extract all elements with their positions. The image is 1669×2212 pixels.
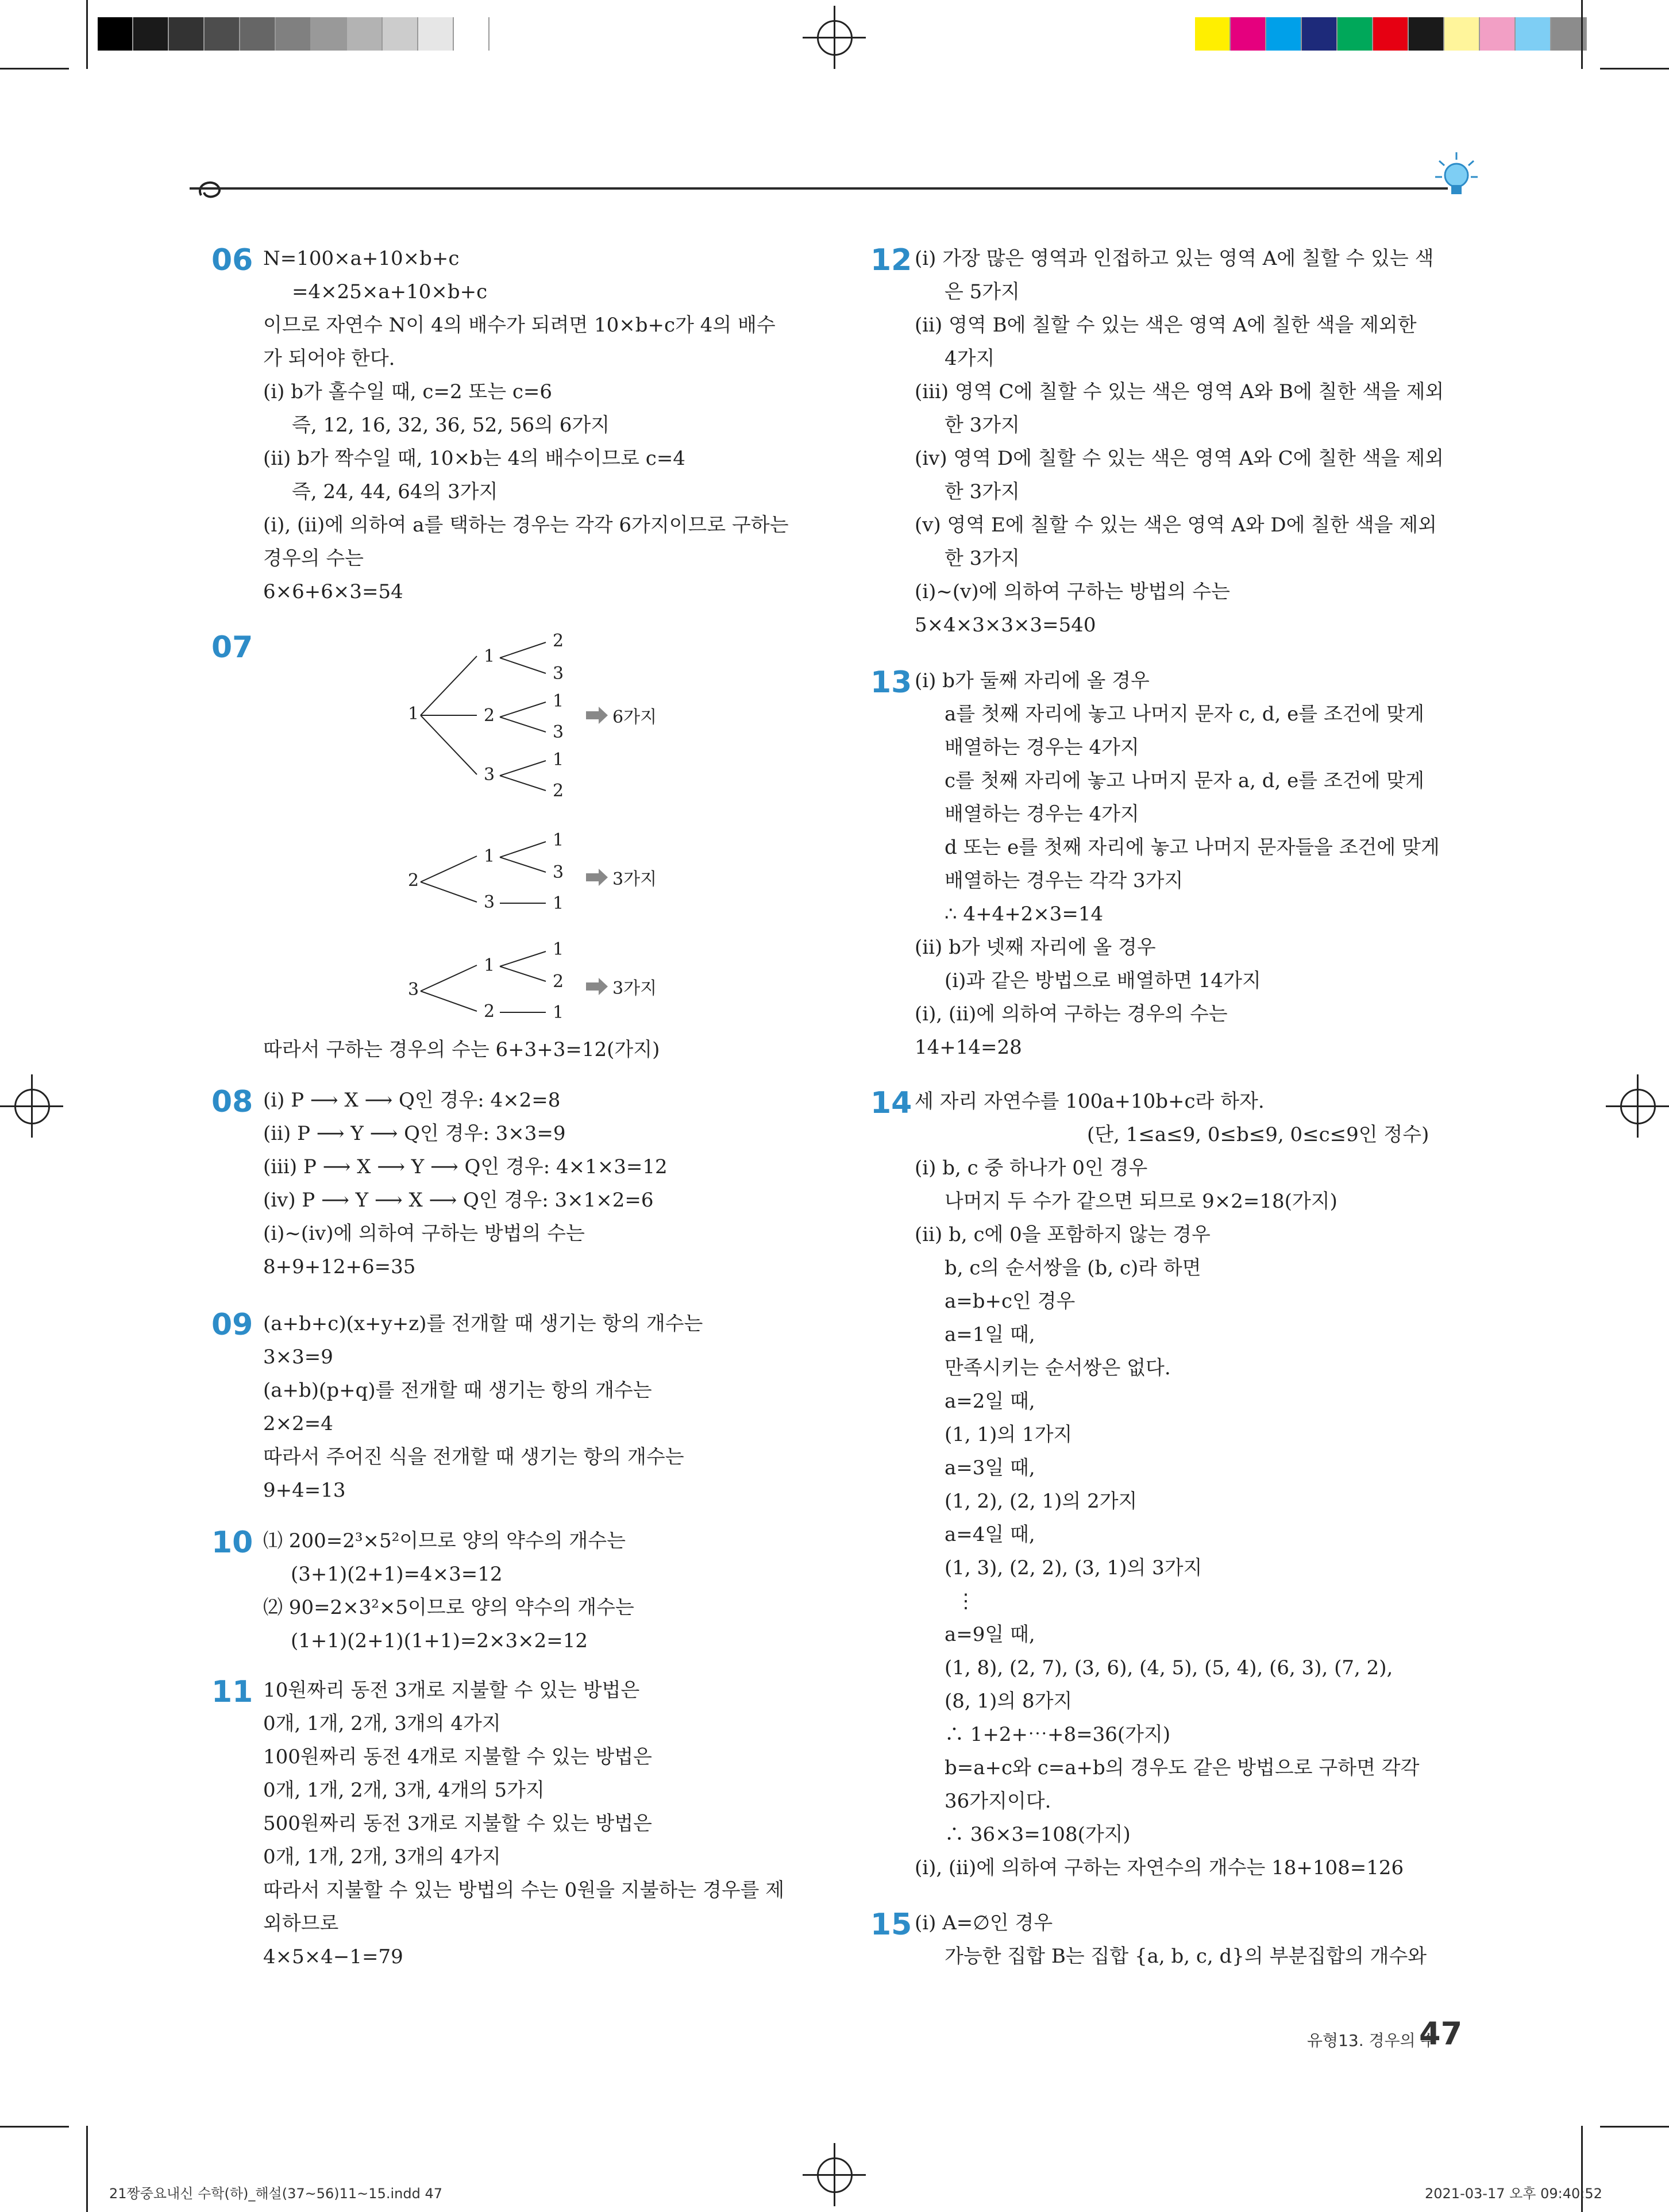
tree-leaf: 3 [553, 722, 564, 742]
color-swatch [311, 17, 347, 51]
solution-line: a=4일 때, [945, 1523, 1035, 1546]
color-swatch [205, 17, 240, 51]
slug-timestamp: 2021-03-17 오후 09:40:52 [1425, 2186, 1602, 2202]
solution-line: 즉, 24, 44, 64의 3가지 [292, 480, 498, 503]
solution-line: (ⅰ) 가장 많은 영역과 인접하고 있는 영역 A에 칠할 수 있는 색 [915, 247, 1434, 270]
solution-line: 즉, 12, 16, 32, 36, 52, 56의 6가지 [292, 414, 610, 437]
tree-node: 1 [484, 646, 495, 666]
tree-diagram [391, 621, 712, 1023]
solution-line: (ⅰ)~(ⅳ)에 의하여 구하는 방법의 수는 [263, 1222, 585, 1245]
tree-node: 3 [484, 765, 495, 785]
crop-mark [1581, 0, 1583, 69]
solution-line: a=b+c인 경우 [945, 1290, 1076, 1313]
solution-line: (8, 1)의 8가지 [945, 1690, 1073, 1713]
tree-node: 1 [484, 846, 495, 866]
solution-line: N=100×a+10×b+c [263, 247, 460, 270]
tree-leaf: 3 [553, 664, 564, 684]
solution-line: b=a+c와 c=a+b의 경우도 같은 방법으로 구하면 각각 [945, 1756, 1420, 1779]
color-swatch [347, 17, 383, 51]
grayscale-color-bar [98, 17, 489, 51]
problem-number: 08 [211, 1085, 253, 1119]
solution-line: 배열하는 경우는 4가지 [945, 803, 1139, 826]
registration-mark-right [1606, 1074, 1669, 1138]
tree-leaf: 2 [553, 631, 564, 651]
crop-mark [86, 2126, 88, 2212]
solution-line: 10원짜리 동전 3개로 지불할 수 있는 방법은 [263, 1679, 640, 1702]
solution-line: 배열하는 경우는 4가지 [945, 736, 1139, 759]
solution-line: 100원짜리 동전 4개로 지불할 수 있는 방법은 [263, 1745, 652, 1768]
solution-line: 한 3가지 [945, 480, 1020, 503]
tree-leaf: 1 [553, 1003, 564, 1023]
problem-number: 12 [870, 243, 912, 278]
solution-line: 8+9+12+6=35 [263, 1255, 416, 1278]
tree-result: 3가지 [612, 978, 657, 999]
solution-line: (ⅳ) 영역 D에 칠할 수 있는 색은 영역 A와 C에 칠한 색을 제외 [915, 447, 1444, 470]
paperclip-icon [195, 172, 230, 207]
solution-line: (ⅰ) b, c 중 하나가 0인 경우 [915, 1157, 1148, 1180]
solution-line: 가능한 집합 B는 집합 {a, b, c, d}의 부분집합의 개수와 [945, 1945, 1427, 1968]
solution-line: (ⅴ) 영역 E에 칠할 수 있는 색은 영역 A와 D에 칠한 색을 제외 [915, 514, 1437, 537]
solution-line: a=1일 때, [945, 1323, 1035, 1346]
crop-mark [86, 0, 88, 69]
solution-line: 가 되어야 한다. [263, 347, 395, 370]
solution-line: 2×2=4 [263, 1412, 333, 1435]
registration-mark-bottom [803, 2143, 866, 2206]
solution-line: (a+b)(p+q)를 전개할 때 생기는 항의 개수는 [263, 1379, 652, 1402]
solution-line: ∴ 1+2+⋯+8=36(가지) [945, 1723, 1171, 1746]
solution-line: (a+b+c)(x+y+z)를 전개할 때 생기는 항의 개수는 [263, 1312, 703, 1335]
problem-number: 07 [211, 630, 253, 665]
solution-line: (ⅰ) b가 둘째 자리에 올 경우 [915, 669, 1150, 692]
solution-line: (ⅱ) b가 넷째 자리에 올 경우 [915, 936, 1156, 959]
slug-filename: 21짱중요내신 수학(하)_해설(37~56)11~15.indd 47 [109, 2186, 442, 2202]
solution-line: 경우의 수는 [263, 547, 364, 570]
color-swatch [1231, 17, 1266, 51]
crop-mark [1600, 2126, 1669, 2128]
page-number: 47 [1419, 2016, 1463, 2052]
solution-line: 따라서 주어진 식을 전개할 때 생기는 항의 개수는 [263, 1446, 684, 1469]
color-swatch [1195, 17, 1231, 51]
solution-line: 4가지 [945, 347, 995, 370]
solution-line: 이므로 자연수 N이 4의 배수가 되려면 10×b+c가 4의 배수 [263, 314, 776, 337]
arrow-icon [586, 978, 608, 995]
solution-line: (ⅰ) A=∅인 경우 [915, 1912, 1053, 1934]
solution-line: d 또는 e를 첫째 자리에 놓고 나머지 문자들을 조건에 맞게 [945, 836, 1440, 859]
solution-line: ⋮ [956, 1590, 976, 1613]
arrow-icon [586, 707, 608, 724]
process-color-bar [1195, 17, 1587, 51]
solution-line: (3+1)(2+1)=4×3=12 [291, 1563, 503, 1586]
solution-line: ∴ 4+4+2×3=14 [945, 903, 1104, 926]
lightbulb-icon [1431, 144, 1482, 207]
tree-node: 2 [484, 706, 495, 726]
solution-line: (1, 8), (2, 7), (3, 6), (4, 5), (5, 4), (6, 3), (7, 2), [945, 1656, 1393, 1679]
solution-line: 4×5×4−1=79 [263, 1945, 403, 1968]
solution-line: (ⅰ) b가 홀수일 때, c=2 또는 c=6 [263, 380, 553, 403]
solution-line: (ⅰ)~(ⅴ)에 의하여 구하는 방법의 수는 [915, 580, 1230, 603]
solution-line: ∴ 36×3=108(가지) [945, 1823, 1131, 1846]
tree-diagram-2 [408, 830, 657, 914]
color-swatch [169, 17, 205, 51]
solution-line: 6×6+6×3=54 [263, 580, 403, 603]
solution-line: 세 자리 자연수를 100a+10b+c라 하자. [915, 1090, 1265, 1113]
solution-line: 따라서 지불할 수 있는 방법의 수는 0원을 지불하는 경우를 제 [263, 1879, 785, 1902]
solution-line: (ⅲ) 영역 C에 칠할 수 있는 색은 영역 A와 B에 칠한 색을 제외 [915, 380, 1444, 403]
solution-line: (ⅳ) P ⟶ Y ⟶ X ⟶ Q인 경우: 3×1×2=6 [263, 1189, 654, 1212]
solution-line: (ⅰ), (ⅱ)에 의하여 구하는 자연수의 개수는 18+108=126 [915, 1856, 1404, 1879]
tree-result: 6가지 [612, 707, 657, 727]
color-swatch [133, 17, 169, 51]
tree-diagram-3 [408, 939, 657, 1023]
color-swatch [1302, 17, 1337, 51]
crop-mark [0, 68, 69, 70]
solution-line: a=3일 때, [945, 1456, 1035, 1479]
solution-line: a=2일 때, [945, 1390, 1035, 1413]
tree-node: 2 [484, 1001, 495, 1022]
arrow-icon [586, 869, 608, 886]
color-swatch [1373, 17, 1409, 51]
solution-line: 5×4×3×3×3=540 [915, 614, 1096, 637]
solution-line: 36가지이다. [945, 1790, 1051, 1813]
solution-line: (ⅲ) P ⟶ X ⟶ Y ⟶ Q인 경우: 4×1×3=12 [263, 1155, 668, 1178]
tree-leaf: 3 [553, 862, 564, 883]
solution-line: a=9일 때, [945, 1623, 1035, 1646]
problem-number: 13 [870, 665, 912, 700]
color-swatch [240, 17, 276, 51]
problem-number: 11 [211, 1675, 253, 1709]
color-swatch [1480, 17, 1516, 51]
registration-mark-top [803, 6, 866, 69]
crop-mark [1600, 68, 1669, 70]
tree-node: 3 [484, 892, 495, 912]
footer-chapter-title: 유형13. 경우의 수 [1307, 2031, 1436, 2050]
solution-line: a를 첫째 자리에 놓고 나머지 문자 c, d, e를 조건에 맞게 [945, 703, 1424, 726]
tree-leaf: 1 [553, 691, 564, 711]
solution-line: ⑵ 90=2×3²×5이므로 양의 약수의 개수는 [263, 1596, 634, 1619]
problem-07-conclusion: 따라서 구하는 경우의 수는 6+3+3=12(가지) [263, 1038, 660, 1061]
color-swatch [1516, 17, 1551, 51]
tree-leaf: 2 [553, 781, 564, 801]
solution-line: (ⅰ), (ⅱ)에 의하여 a를 택하는 경우는 각각 6가지이므로 구하는 [263, 514, 789, 537]
solution-line: (1, 3), (2, 2), (3, 1)의 3가지 [945, 1556, 1202, 1579]
header-rule [190, 187, 1448, 190]
solution-line: 은 5가지 [945, 280, 1020, 303]
solution-line: (ⅰ), (ⅱ)에 의하여 구하는 경우의 수는 [915, 1003, 1228, 1026]
solution-line: 나머지 두 수가 같으면 되므로 9×2=18(가지) [945, 1190, 1337, 1213]
tree-node: 1 [408, 704, 419, 724]
problem-number: 15 [870, 1907, 912, 1942]
solution-line: 한 3가지 [945, 547, 1020, 570]
solution-line: ⑴ 200=2³×5²이므로 양의 약수의 개수는 [263, 1529, 626, 1552]
solution-line: (1, 2), (2, 1)의 2가지 [945, 1490, 1138, 1513]
color-swatch [98, 17, 133, 51]
solution-line: 배열하는 경우는 각각 3가지 [945, 869, 1184, 892]
crop-mark [0, 2126, 69, 2128]
registration-mark-left [0, 1074, 63, 1138]
color-swatch [1266, 17, 1302, 51]
solution-line: 외하므로 [263, 1912, 339, 1935]
color-swatch [1337, 17, 1373, 51]
solution-line: (1, 1)의 1가지 [945, 1423, 1073, 1446]
solution-line: 9+4=13 [263, 1479, 346, 1502]
tree-leaf: 1 [553, 830, 564, 850]
solution-line: 0개, 1개, 2개, 3개, 4개의 5가지 [263, 1779, 545, 1802]
solution-line: 만족시키는 순서쌍은 없다. [945, 1357, 1171, 1379]
solution-line: (ⅱ) b가 짝수일 때, 10×b는 4의 배수이므로 c=4 [263, 447, 685, 470]
color-swatch [383, 17, 418, 51]
solution-line: (ⅰ)과 같은 방법으로 배열하면 14가지 [945, 969, 1261, 992]
solution-line: (ⅰ) P ⟶ X ⟶ Q인 경우: 4×2=8 [263, 1089, 561, 1112]
tree-leaf: 2 [553, 972, 564, 992]
color-swatch [454, 17, 489, 51]
problem-number: 14 [870, 1086, 912, 1120]
solution-line: b, c의 순서쌍을 (b, c)라 하면 [945, 1257, 1201, 1280]
tree-node: 3 [408, 980, 419, 1000]
tree-leaf: 1 [553, 750, 564, 770]
solution-line: 0개, 1개, 2개, 3개의 4가지 [263, 1845, 501, 1868]
solution-line: 500원짜리 동전 3개로 지불할 수 있는 방법은 [263, 1812, 652, 1835]
tree-leaf: 1 [553, 939, 564, 959]
problem-number: 09 [211, 1308, 253, 1342]
solution-line: (ⅱ) P ⟶ Y ⟶ Q인 경우: 3×3=9 [263, 1122, 566, 1145]
solution-line: (ⅱ) b, c에 0을 포함하지 않는 경우 [915, 1223, 1211, 1246]
tree-diagram-1 [408, 631, 657, 801]
solution-line: 3×3=9 [263, 1346, 333, 1369]
tree-node: 2 [408, 870, 419, 891]
problem-number: 06 [211, 243, 253, 278]
problem-number: 10 [211, 1525, 253, 1560]
tree-result: 3가지 [612, 869, 657, 889]
solution-line: =4×25×a+10×b+c [292, 280, 488, 303]
solution-line: c를 첫째 자리에 놓고 나머지 문자 a, d, e를 조건에 맞게 [945, 769, 1424, 792]
tree-leaf: 1 [553, 893, 564, 914]
color-swatch [276, 17, 311, 51]
color-swatch [1444, 17, 1480, 51]
solution-line: (ⅱ) 영역 B에 칠할 수 있는 색은 영역 A에 칠한 색을 제외한 [915, 314, 1417, 337]
solution-line: (단, 1≤a≤9, 0≤b≤9, 0≤c≤9인 정수) [1087, 1123, 1429, 1146]
solution-line: 0개, 1개, 2개, 3개의 4가지 [263, 1712, 501, 1735]
color-swatch [418, 17, 454, 51]
color-swatch [1409, 17, 1444, 51]
tree-node: 1 [484, 955, 495, 976]
solution-line: (1+1)(2+1)(1+1)=2×3×2=12 [291, 1629, 588, 1652]
solution-line: 한 3가지 [945, 414, 1020, 437]
solution-line: 14+14=28 [915, 1036, 1022, 1059]
